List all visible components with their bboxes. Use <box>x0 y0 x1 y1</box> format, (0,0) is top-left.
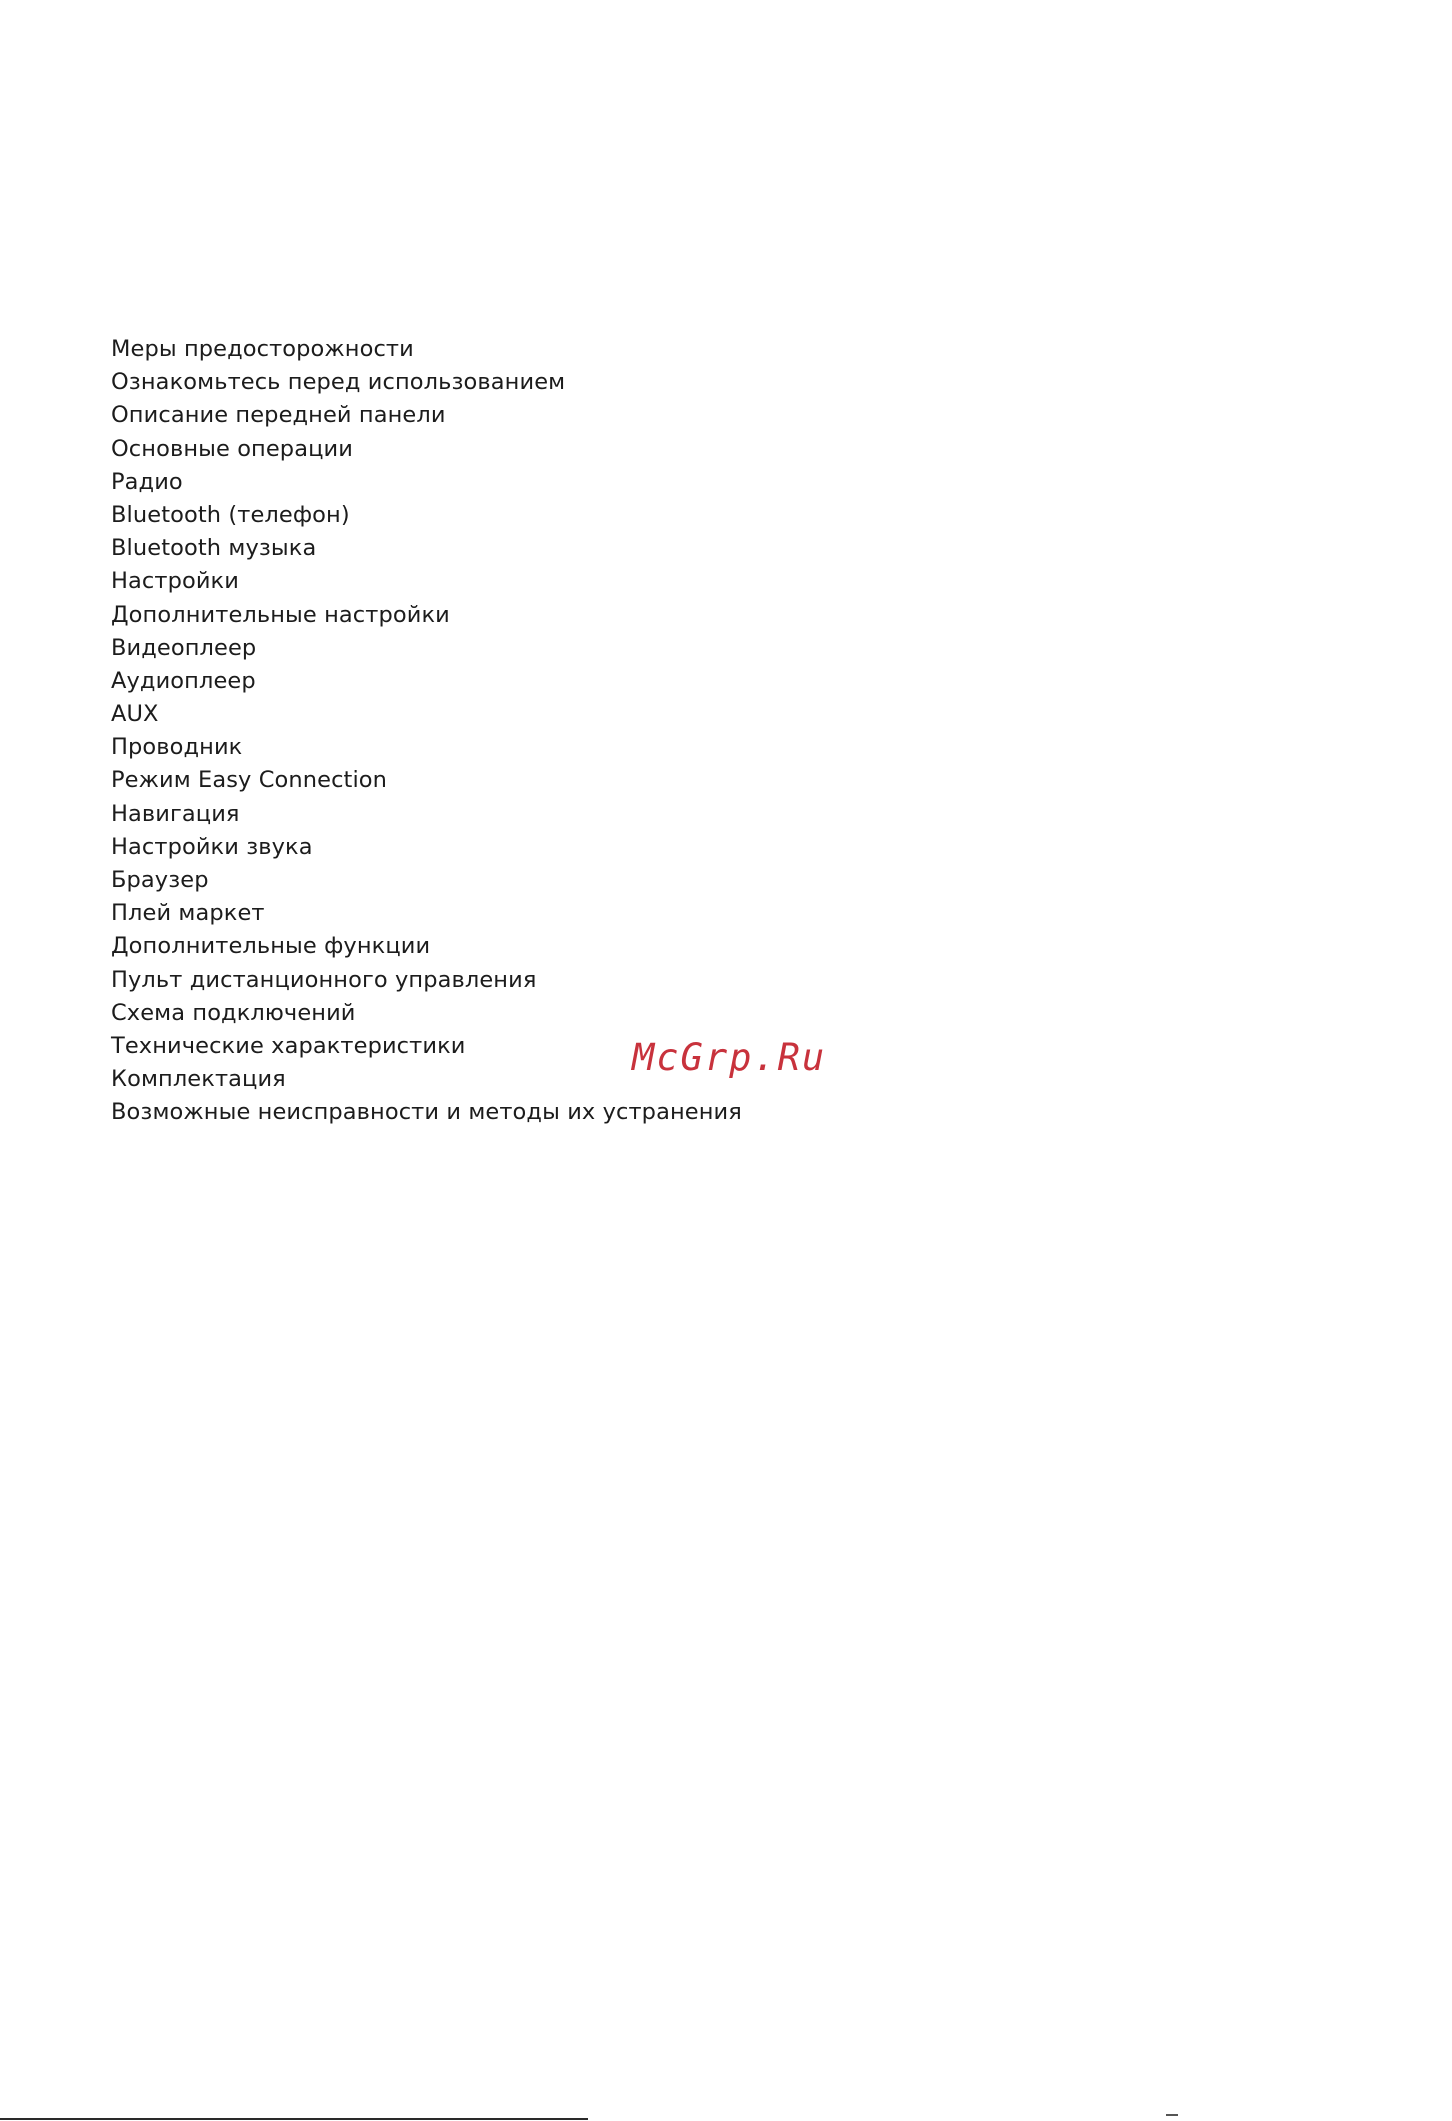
toc-item-radio[interactable]: Радио <box>111 468 183 495</box>
toc-item-additional-functions[interactable]: Дополнительные функции <box>111 933 431 960</box>
toc-item-play-market[interactable]: Плей маркет <box>111 900 265 927</box>
toc-item-sound-settings[interactable]: Настройки звука <box>111 833 313 860</box>
toc-item-basic-operations[interactable]: Основные операции <box>111 435 353 462</box>
table-of-contents <box>111 333 742 1130</box>
toc-item-additional-settings[interactable]: Дополнительные настройки <box>111 601 450 628</box>
toc-item-front-panel[interactable]: Описание передней панели <box>111 402 446 429</box>
toc-item-package-contents[interactable]: Комплектация <box>111 1066 286 1093</box>
toc-item-settings[interactable]: Настройки <box>111 568 239 595</box>
toc-item-precautions[interactable]: Меры предосторожности <box>111 336 414 362</box>
footer-divider <box>0 2118 588 2120</box>
toc-item-specifications[interactable]: Технические характеристики <box>111 1032 466 1059</box>
toc-item-remote-control[interactable]: Пульт дистанционного управления <box>111 966 537 993</box>
toc-item-wiring-diagram[interactable]: Схема подключений <box>111 999 356 1026</box>
toc-item-video-player[interactable]: Видеоплеер <box>111 634 257 661</box>
toc-item-browser[interactable]: Браузер <box>111 867 209 893</box>
toc-item-easy-connection[interactable]: Режим Easy Connection <box>111 767 388 794</box>
toc-item-bluetooth-phone[interactable]: Bluetooth (телефон) <box>111 501 350 528</box>
toc-item-before-use[interactable]: Ознакомьтесь перед использованием <box>111 369 566 396</box>
toc-item-audio-player[interactable]: Аудиоплеер <box>111 667 256 694</box>
footer-mark <box>1166 2114 1178 2121</box>
toc-item-troubleshooting[interactable]: Возможные неисправности и методы их устранения <box>111 1099 742 1126</box>
toc-item-file-explorer[interactable]: Проводник <box>111 734 243 761</box>
toc-item-aux[interactable]: AUX <box>111 701 159 728</box>
watermark: McGrp.Ru <box>632 1036 827 1079</box>
toc-item-bluetooth-music[interactable]: Bluetooth музыка <box>111 535 317 562</box>
toc-item-navigation[interactable]: Навигация <box>111 800 240 827</box>
